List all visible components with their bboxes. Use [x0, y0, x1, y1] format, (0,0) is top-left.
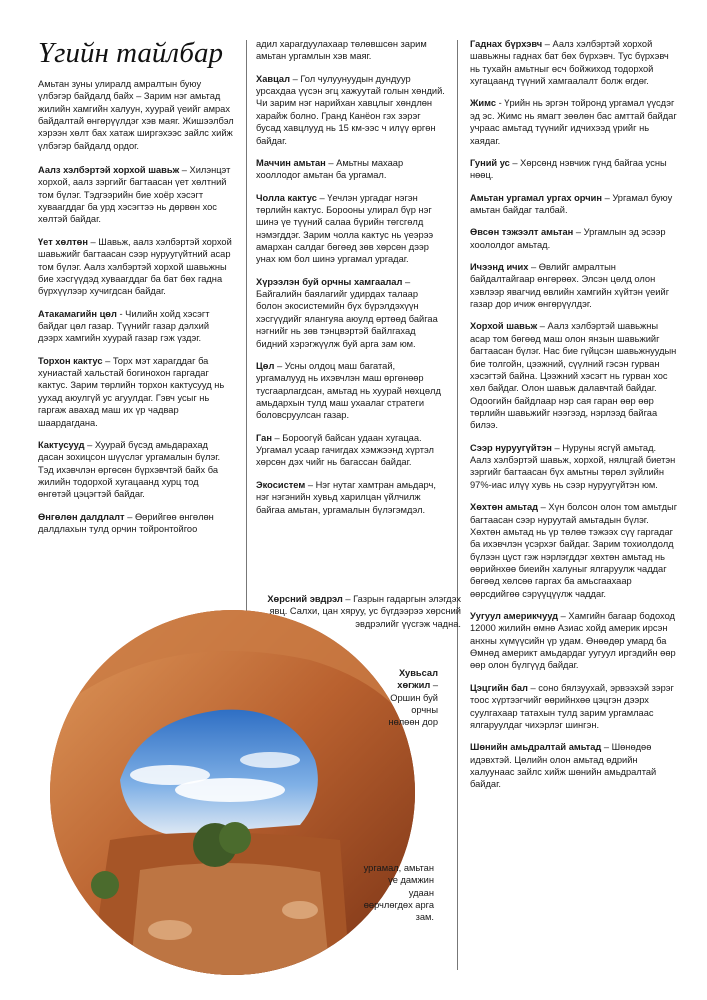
- glossary-term: Торхон кактус: [38, 355, 103, 366]
- glossary-term: Хөхтөн амьтад: [470, 502, 539, 513]
- glossary-entry: [256, 479, 446, 516]
- glossary-term: Амьтан ургамал ургах орчин: [470, 192, 602, 203]
- glossary-entry: [256, 192, 446, 266]
- glossary-entry: [470, 741, 678, 790]
- glossary-definition: – Үечлэн ургадаг нэгэн төрлийн кактус. Борооны улирал бүр нэг шинэ үе түүний салаа бүрийн төгсгөлд нэмэгддэг. Зарим чолла кактус нь үеэрээ амархан салдаг бөгөөд зөв хөрсөн дээр унах юм бол шинэ ургамал ургадаг.: [256, 192, 434, 265]
- glossary-column-2: [256, 38, 446, 526]
- glossary-definition: – Бороогүй байсан удаан хугацаа. Ургамал усаар гачигдах хэмжээнд хүртэл хөрсөн дэх чийг нь багассан байдаг.: [256, 432, 434, 468]
- caption-definition: – Газрын гадаргын элэгдэх явц. Салхи, цан хяруу, ус бүгдээрээ хөрсний эвдрэлийг үүсгэж чадна.: [269, 594, 461, 629]
- glossary-entry: [470, 501, 678, 600]
- column-divider: [457, 40, 458, 970]
- glossary-definition: – Шавьж, аалз хэлбэртэй хорхой шавьжийг багтаасан сээр нуруугүйтний асар том бүлэг. Аалз хэлбэртэй хорхой шавьжны бие хэсгүүдэд хуваагддаг ба бат бөх гадна бүрхүүлээр хучигдсан байдаг.: [38, 236, 232, 297]
- intro-paragraph: Амьтан зуны улиралд амралтын буюу үлбэгэр байдалд байх – Зарим нэг амьтад жилийн хамгийн халуун, хуурай үеийг амрах байдалтай өнгөрүүлдэг хэв маяг. Жишээлбэл хэрээн хөлт бах хатаж ширгэхээс зайлс хийж үлбэгэр байдалд ордог.: [38, 78, 234, 151]
- caption-term: Хувьсал хөгжил: [397, 668, 438, 691]
- glossary-entry: [470, 192, 678, 217]
- glossary-column-1: [38, 38, 234, 545]
- glossary-entry: [470, 226, 678, 251]
- glossary-term: Цөл: [256, 360, 275, 371]
- glossary-definition: - Үрийн нь эргэн тойронд ургамал үүсдэг эд эс. Жимс нь ямагт зөөлөн бас амттай байдаг учраас амьтад түүнийг идчихээд үрийг нь хаядаг.: [470, 98, 677, 146]
- glossary-definition: – Нуруны ясгүй амьтад. Аалз хэлбэртэй шавьж, хорхой, нялцгай биетэн зэргийг багтаасан бүх амьтны төрөл зүйлийн 97%-иас илүү хувь нь сээр нуруугүйтэн юм.: [470, 442, 676, 490]
- glossary-entry: [470, 157, 678, 182]
- glossary-definition: – Аалз хэлбэртэй шавьжны асар том бөгөөд маш олон янзын шавьжийг багтаасан бүлэг. Нас бие гүйцсэн шавьжнуудын бие толгойн, цээжний, сүүлний гэсэн гурван хэсэгтэй байна. Цээжний хэсэгт нь гурван хос хөл байдаг. Олон шавьж далавчтай байдаг. Одоогийн байдлаар нэр сая гаран өөр өөр төрлийн шавьжийг нээгээд, нэрлээд байгаа билээ.: [470, 321, 677, 431]
- glossary-definition: – Ургамал буюу амьтан байдаг талбай.: [470, 192, 673, 215]
- glossary-definition: – Хөрсөнд нэвчиж гүнд байгаа усны нөөц.: [470, 157, 667, 181]
- glossary-definition: – соно бялзуухай, эрвээхэй зэрэг тоос хүртээгчийг өөрийнхөө цэцгэн дээрх суулгахаар татахын тулд зарим ургамлаас ялгаруулдаг чихэрлэг шингэн.: [470, 682, 674, 730]
- glossary-definition: – Нэг нутаг хамтран амьдарч, нэг нэгэнийн хувьд харилцан үйлчилж байгаа амьтан, ургамалын бүлэгэмдэл.: [256, 479, 436, 515]
- glossary-definition: – Ургамлын эд эсээр хоололдог амьтад.: [470, 227, 666, 250]
- glossary-definition: – Хүн болсон олон том амьтдыг багтаасан сээр нуруутай амьтадын бүлэг. Хөхтөн амьтад нь үр төлөө тэжээх сүү гаргадаг ба ихэвчлэн үсэрхэг байдаг. Зарим тохиолдолд бүлээн цуст гэж нэрлэгддэг хөхтөн амьтад нь өөрийнхөө биеийн халуныг ялгаруулж чаддаг бөгөөд хөлсөө гаргах ба амьсгаахаар өөрсдийгөө сэрүүцүүлж чаддаг.: [470, 502, 678, 599]
- glossary-entry: [256, 73, 446, 147]
- glossary-term: Цэцгийн бал: [470, 682, 528, 693]
- glossary-entry: [256, 360, 446, 422]
- glossary-term: Сээр нуруугүйтэн: [470, 442, 552, 453]
- glossary-entry: [256, 276, 446, 350]
- glossary-term: Аалз хэлбэртэй хорхой шавьж: [38, 165, 180, 176]
- glossary-entry: [38, 308, 234, 345]
- glossary-entry: [38, 511, 234, 536]
- glossary-entry: [470, 682, 678, 731]
- glossary-term: Чолла кактус: [256, 192, 317, 203]
- glossary-entry: [470, 320, 678, 431]
- glossary-term: Ган: [256, 432, 272, 443]
- glossary-entry: [38, 164, 234, 226]
- glossary-column-3: [470, 38, 678, 801]
- glossary-term: Шөнийн амьдралтай амьтад: [470, 742, 602, 753]
- glossary-entry: [256, 38, 446, 63]
- caption-term: Хөрсний эвдрэл: [267, 594, 343, 604]
- glossary-entry: [38, 236, 234, 298]
- glossary-definition: – Амьтны махаар хооллодог амьтан ба ургамал.: [256, 157, 404, 181]
- glossary-definition: – Усны олдоц маш багатай, ургамалууд нь ихэвчлэн маш өргөнөөр тусгаарлагдсан, амьтад нь хуурай нөхцөлд амьдархын тулд маш ухаалаг стратеги боловсруулсан газар.: [256, 360, 441, 421]
- glossary-definition: – Хуурай бүсэд амьдарахад дасан зохицсон шүүслэг ургамалын бүлэг. Тэд ихэвчлэн өргөсөн бүрхэвчтэй байх ба жилийн тодорхой хугацаанд хурц тод өнгөтэй цэцэгтэй байдаг.: [38, 439, 221, 500]
- glossary-term: Жимс: [470, 98, 497, 109]
- glossary-term: Хорхой шавьж: [470, 321, 538, 332]
- glossary-term: Хүрээлэн буй орчны хамгаалал: [256, 276, 403, 287]
- caption-evolution-continued: ургамал, амьтан үе дамжин удаан өөрчлөгдөх арга зам.: [363, 863, 434, 923]
- glossary-term: Ичээнд ичих: [470, 262, 529, 273]
- glossary-term: Экосистем: [256, 479, 306, 490]
- glossary-term: Үет хөлтөн: [38, 236, 88, 247]
- glossary-definition: – Хилэнцэт хорхой, аалз зэргийг багтаасан үет хөлтний том бүлэг. Тэдгээрийн бие хоёр хэсэгт хуваагддаг ба урд хэсэгтээ нь дөрвөн хос хөлтэй байдаг.: [38, 165, 231, 225]
- glossary-definition: – Торх мэт харагддаг ба хуниастай хальстай богинохон гаргадаг кактус. Зарим төрлийн торхон кактусууд нь уухад аюулгүй ус агуулдаг. Гэвч усыг нь гаргаж авахад маш их үр чадвар шаардагдана.: [38, 355, 225, 428]
- page-title: Үгийн тайлбар: [38, 37, 223, 69]
- glossary-term: Өнгөлөн далдлалт: [38, 511, 125, 522]
- glossary-definition: – Аалз хэлбэртэй хорхой шавьжны гаднах бат бөх бүрхэвч. Тус бүрхэвч нь тухайн амьтныг өсч бойжиход тодорхой хугацаанд түүний хамгаалалт болж өгдөг.: [470, 39, 669, 87]
- glossary-definition: – Өөрийгөө өнгөлөн далдлахын тулд орчин тойронтойгоо: [38, 511, 214, 535]
- glossary-entry: [470, 38, 678, 87]
- glossary-term: Кактусууд: [38, 439, 85, 450]
- glossary-entry: [470, 261, 678, 310]
- glossary-definition: - Чилийн хойд хэсэгт байдаг цөл газар. Түүнийг газар дэлхий дээрх хамгийн хуурай газар гэж үздэг.: [38, 308, 210, 344]
- glossary-entry: [470, 97, 678, 146]
- glossary-definition: – Өвлийг амралтын байдалтайгаар өнгөрөөх. Элсэн цөлд олон хэвлээр явагчид өвлийн хамгийн хүйтэн үеийг газар дор ичиж өнгөрүүлдэг.: [470, 262, 670, 310]
- glossary-term: Маччин амьтан: [256, 157, 326, 168]
- glossary-term: Өвсөн тэжээлт амьтан: [470, 227, 574, 238]
- caption-definition: – Оршин буй орчны нөлөөн дор: [388, 680, 438, 728]
- glossary-definition: – Шөнөдөө идэвхтэй. Цөлийн олон амьтад өдрийн халуунаас зайлс хийж шөнийн амьдралтай байдаг.: [470, 742, 657, 790]
- glossary-definition: – Гол чулуунуудын дундуур урсахдаа үүсэн эгц хажуутай голын хөндий. Чи зарим нэг нарийхан хавцлыг хөндлөн харайж болно. Гранд Канёон гэх зэрэг бусад хавцлууд нь 15 км-ээс ч илүү өргөн байдаг.: [256, 73, 445, 146]
- glossary-term: Атакамагийн цөл: [38, 308, 117, 319]
- glossary-term: Гуний ус: [470, 157, 510, 168]
- glossary-term: Хавцал: [256, 73, 290, 84]
- glossary-definition: – Байгалийн баялагийг удирдах талаар болон экосистемийн бүх бүрэлдэхүүн хэсгүүдийг ялангуяа аюулд өртөөд байгаа нэгнийг нь зөв тэнцвэртэй байлгахад бидний хэрэгжүүлж буй арга зам юм.: [256, 276, 438, 349]
- glossary-entry: [470, 442, 678, 491]
- glossary-entry: [38, 355, 234, 429]
- glossary-entry: [256, 432, 446, 469]
- glossary-term: Гаднах бүрхэвч: [470, 39, 543, 49]
- glossary-entry: [256, 157, 446, 182]
- sandstone-arch-icon: [50, 610, 415, 975]
- caption-soil-erosion: [255, 593, 461, 630]
- caption-evolution: [384, 667, 438, 729]
- glossary-entry: [38, 439, 234, 501]
- glossary-term: Уугуул америкчууд: [470, 611, 559, 622]
- glossary-definition: адил харагдуулахаар төлөвшсөн зарим амьтан ургамлын хэв маяг.: [256, 39, 427, 62]
- sandstone-arch-photo: [50, 610, 415, 975]
- glossary-entry: [470, 610, 678, 672]
- glossary-definition: – Хамгийн багаар бодоход 12000 жилийн өмнө Азиас хойд америк ирсэн анхны хүмүүсийн үр удам. Өнөөдөр умард ба Өмнөд америкт амьдардаг уугуул иргэдийн өөр өөр олон бүлгүүд байдаг.: [470, 611, 676, 671]
